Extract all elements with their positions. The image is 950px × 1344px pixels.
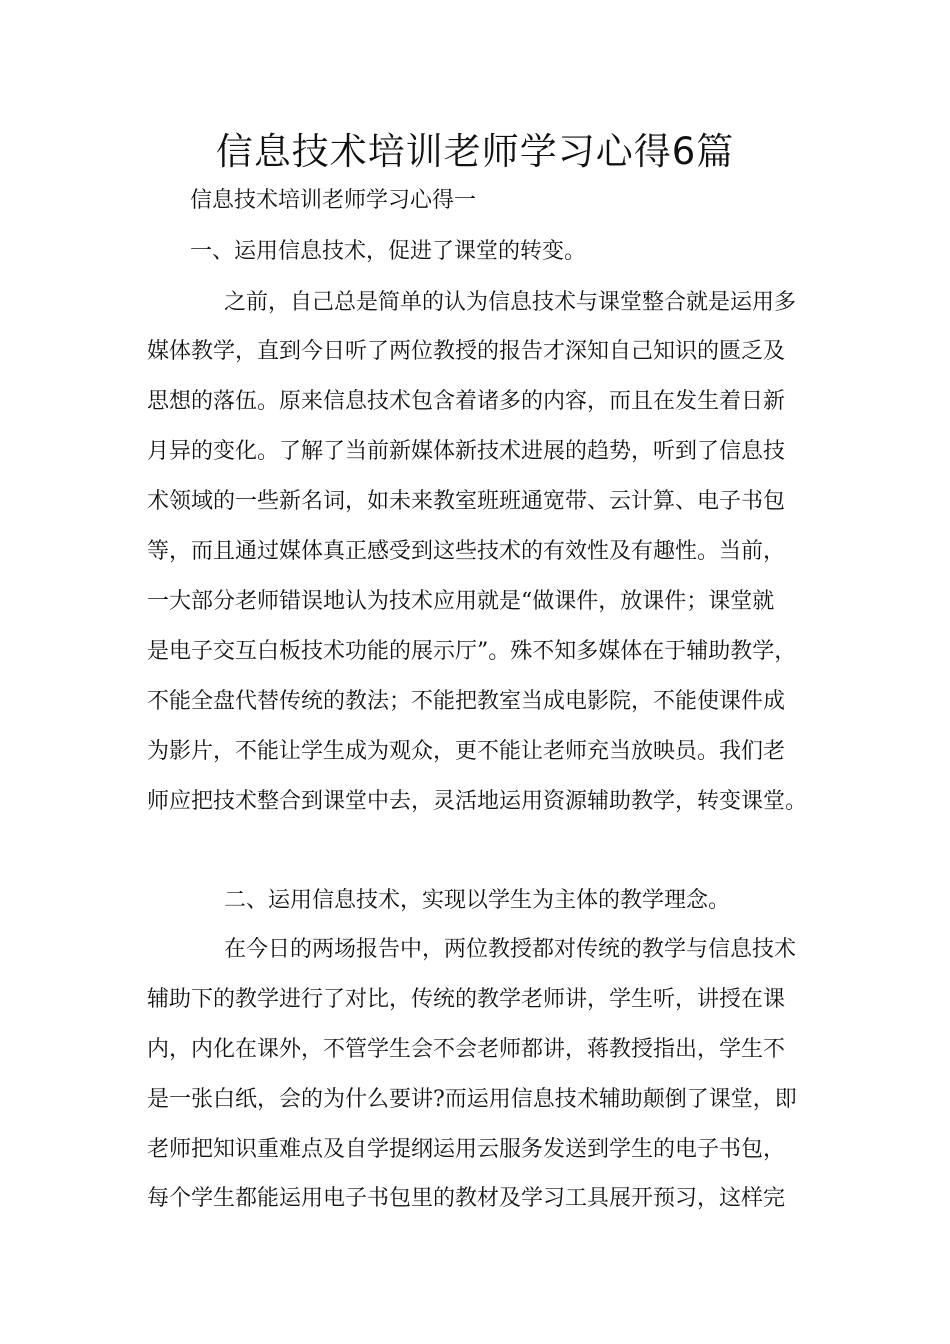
paragraph-line: 在今日的两场报告中，两位教授都对传统的教学与信息技术 [224, 937, 797, 962]
paragraph-line: 是电子交互白板技术功能的展示厅”。殊不知多媒体在于辅助教学， [147, 639, 797, 664]
paragraph-line: 每个学生都能运用电子书包里的教材及学习工具展开预习，这样完 [147, 1186, 786, 1211]
paragraph-line: 辅助下的教学进行了对比，传统的教学老师讲，学生听，讲授在课 [147, 987, 786, 1012]
document-subtitle: 信息技术培训老师学习心得一 [190, 188, 477, 213]
section-1-heading: 一、运用信息技术，促进了课堂的转变。 [190, 239, 587, 264]
paragraph-line: 术领域的一些新名词，如未来教室班班通宽带、云计算、电子书包 [147, 489, 786, 514]
paragraph-line: 内，内化在课外，不管学生会不会老师都讲，蒋教授指出，学生不 [147, 1037, 786, 1062]
paragraph-line: 不能全盘代替传统的教法；不能把教室当成电影院，不能使课件成 [147, 689, 786, 714]
paragraph-line: 一大部分老师错误地认为技术应用就是“做课件，放课件；课堂就 [147, 589, 775, 614]
paragraph-line: 月异的变化。了解了当前新媒体新技术进展的趋势，听到了信息技 [147, 439, 786, 464]
paragraph-line: 思想的落伍。原来信息技术包含着诸多的内容，而且在发生着日新 [147, 389, 786, 414]
document-title: 信息技术培训老师学习心得6篇 [215, 130, 735, 173]
paragraph-line: 师应把技术整合到课堂中去，灵活地运用资源辅助教学，转变课堂。 [147, 789, 808, 814]
paragraph-line: 老师把知识重难点及自学提纲运用云服务发送到学生的电子书包， [147, 1137, 786, 1162]
paragraph-line: 是一张白纸，会的为什么要讲?而运用信息技术辅助颠倒了课堂，即 [147, 1087, 797, 1112]
paragraph-line: 为影片，不能让学生成为观众，更不能让老师充当放映员。我们老 [147, 739, 786, 764]
paragraph-line: 等，而且通过媒体真正感受到这些技术的有效性及有趣性。当前， [147, 539, 786, 564]
section-2-heading: 二、运用信息技术，实现以学生为主体的教学理念。 [224, 888, 731, 913]
paragraph-line: 媒体教学，直到今日听了两位教授的报告才深知自己知识的匮乏及 [147, 339, 786, 364]
paragraph-line: 之前，自己总是简单的认为信息技术与课堂整合就是运用多 [224, 290, 797, 315]
